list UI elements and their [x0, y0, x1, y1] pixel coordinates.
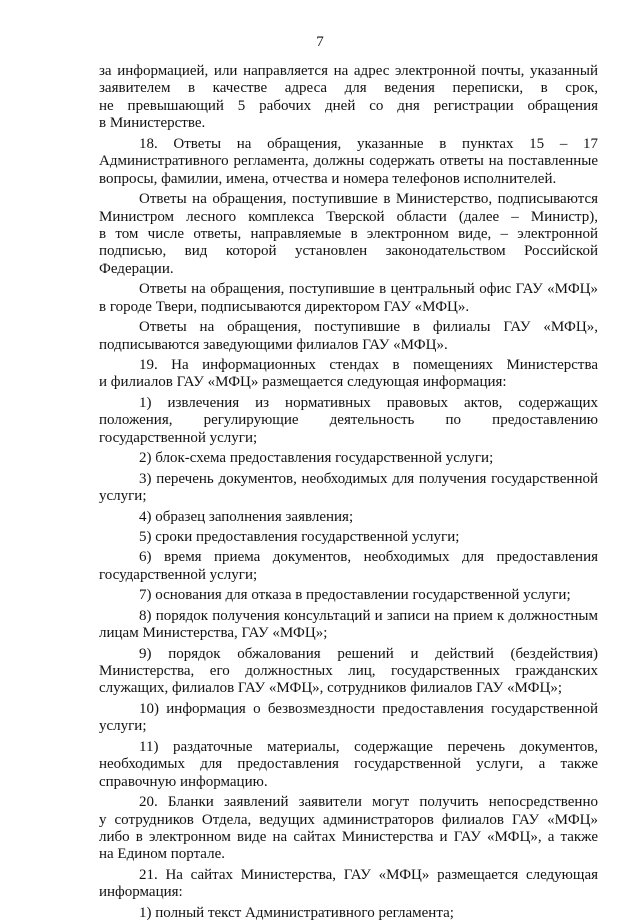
- text-line: 7) основания для отказа в предоставлении государственной услуги;: [139, 587, 571, 604]
- text-line: государственной услуги;: [99, 429, 258, 446]
- paragraph-p18: [99, 136, 598, 188]
- text-line: Ответы на обращения, поступившие в Министерство, подписываются: [139, 191, 598, 208]
- text-line: Федерации.: [99, 260, 174, 277]
- text-line: 4) образец заполнения заявления;: [139, 508, 354, 525]
- text-line: подписываются заведующими филиалов ГАУ «МФЦ».: [99, 336, 448, 353]
- text-line: информация:: [99, 884, 183, 901]
- text-line: 19. На информационных стендах в помещениях Министерства: [139, 357, 598, 373]
- text-line: в том числе ответы, направляемые в электронном виде, – электронной: [99, 225, 598, 242]
- text-line: лицам Министерства, ГАУ «МФЦ»;: [99, 625, 328, 642]
- paragraph-p0: [99, 63, 598, 133]
- paragraph-p19_6: [99, 549, 598, 584]
- text-line: на Едином портале.: [99, 846, 225, 863]
- text-line: Административного регламента, должны содержать ответы на поставленные: [99, 153, 598, 170]
- text-line: и филиалов ГАУ «МФЦ» размещается следующая информация:: [99, 374, 507, 391]
- text-line: 1) полный текст Административного регламента;: [139, 904, 454, 921]
- paragraph-p19: [99, 357, 598, 392]
- text-line: служащих, филиалов ГАУ «МФЦ», сотрудников филиалов ГАУ «МФЦ»;: [99, 680, 563, 697]
- text-line: подписью, вид которой установлен законодательством Российской: [99, 243, 598, 260]
- text-line: 21. На сайтах Министерства, ГАУ «МФЦ» размещается следующая: [139, 866, 598, 883]
- document-body: [99, 63, 598, 922]
- text-line: вопросы, фамилии, имена, отчества и номера телефонов исполнителей.: [99, 170, 557, 187]
- text-line: Ответы на обращения, поступившие в филиалы ГАУ «МФЦ»,: [139, 319, 598, 336]
- text-line: в Министерстве.: [99, 115, 206, 132]
- text-line: положения, регулирующие деятельность по предоставлению: [99, 412, 598, 429]
- text-line: 11) раздаточные материалы, содержащие перечень документов,: [139, 738, 598, 755]
- text-line: 6) время приема документов, необходимых для предоставления: [139, 549, 598, 566]
- text-line: не превышающий 5 рабочих дней со дня регистрации обращения: [99, 97, 598, 114]
- paragraph-p19_10: [99, 701, 598, 736]
- paragraph-p19_8: [99, 608, 598, 643]
- paragraph-p21_1: [99, 905, 598, 922]
- text-line: Ответы на обращения, поступившие в центральный офис ГАУ «МФЦ»: [139, 281, 598, 298]
- text-line: в городе Твери, подписываются директором ГАУ «МФЦ».: [99, 298, 470, 315]
- paragraph-p19_1: [99, 395, 598, 447]
- paragraph-p19_9: [99, 646, 598, 698]
- text-line: Министерства, его должностных лиц, государственных гражданских: [99, 663, 598, 679]
- text-line: 18. Ответы на обращения, указанные в пунктах 15 – 17: [139, 135, 598, 152]
- text-line: справочную информацию.: [99, 773, 268, 790]
- paragraph-p19_11: [99, 739, 598, 791]
- text-line: 2) блок-схема предоставления государственной услуги;: [139, 450, 494, 467]
- text-line: у сотрудников Отдела, ведущих администраторов филиалов ГАУ «МФЦ»: [99, 811, 598, 828]
- paragraph-p19_5: [99, 529, 598, 546]
- text-line: за информацией, или направляется на адрес электронной почты, указанный: [99, 63, 598, 79]
- paragraph-p18d: [99, 319, 598, 354]
- paragraph-p21: [99, 867, 598, 902]
- paragraph-p19_7: [99, 587, 598, 604]
- page-number: 7: [316, 34, 324, 50]
- paragraph-p19_3: [99, 471, 598, 506]
- text-line: заявителем в качестве адреса для ведения переписки, в срок,: [99, 80, 598, 97]
- text-line: 10) информация о безвозмездности предоставления государственной: [139, 700, 598, 717]
- text-line: либо в электронном виде на сайтах Министерства и ГАУ «МФЦ», а также: [99, 828, 598, 845]
- text-line: Министром лесного комплекса Тверской области (далее – Министр),: [99, 208, 598, 225]
- text-line: 20. Бланки заявлений заявители могут получить непосредственно: [139, 794, 598, 811]
- text-line: 8) порядок получения консультаций и записи на прием к должностным: [139, 607, 598, 624]
- paragraph-p18c: [99, 281, 598, 316]
- text-line: 1) извлечения из нормативных правовых актов, содержащих: [139, 394, 598, 411]
- paragraph-p20: [99, 794, 598, 864]
- paragraph-p19_2: [99, 450, 598, 467]
- text-line: 5) сроки предоставления государственной услуги;: [139, 528, 460, 545]
- paragraph-p18b: [99, 191, 598, 278]
- text-line: 3) перечень документов, необходимых для получения государственной: [139, 470, 598, 487]
- text-line: государственной услуги;: [99, 566, 258, 583]
- text-line: необходимых для предоставления государственной услуги, а также: [99, 756, 598, 773]
- text-line: услуги;: [99, 718, 147, 735]
- text-line: услуги;: [99, 488, 147, 505]
- paragraph-p19_4: [99, 509, 598, 526]
- text-line: 9) порядок обжалования решений и действий (бездействия): [139, 645, 598, 662]
